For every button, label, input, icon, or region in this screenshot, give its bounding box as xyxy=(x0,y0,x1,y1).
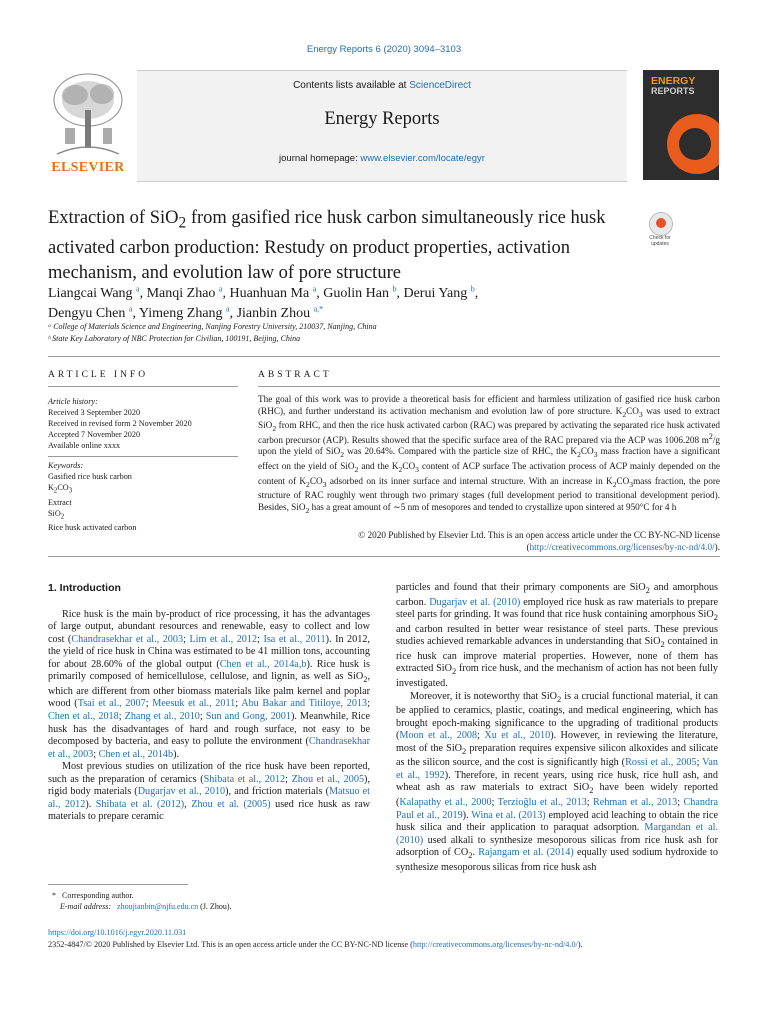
subscript: 2 xyxy=(398,464,403,474)
citation-link[interactable]: Lim et al., 2012 xyxy=(189,633,258,645)
superscript: 2 xyxy=(708,431,713,441)
citation-link[interactable]: http://creativecommons.org/licenses/by-nc-nd/4.0/ xyxy=(412,940,578,949)
citation-link[interactable]: Wina et al. (2013) xyxy=(471,809,546,821)
citation-link[interactable]: Kalapathy et al., 2000 xyxy=(399,796,492,808)
citation-link[interactable]: Rajangam et al. (2014) xyxy=(478,847,574,859)
citation-link[interactable]: Rossi et al., 2005 xyxy=(625,757,697,769)
cover-title-energy: ENERGY xyxy=(651,75,696,87)
journal-homepage xyxy=(137,153,627,164)
contents-prefix: Contents lists available at xyxy=(293,80,410,91)
citation-link[interactable]: a xyxy=(312,284,317,294)
subscript: 2 xyxy=(354,464,359,474)
footnote-corresponding-text: Corresponding author. xyxy=(62,891,134,900)
subscript: 2 xyxy=(577,450,581,460)
history-received: Received 3 September 2020 xyxy=(48,408,141,417)
citation-link[interactable]: Rehman et al., 2013 xyxy=(593,796,678,808)
cover-graphic-inner xyxy=(679,128,711,160)
subscript: 3 xyxy=(629,479,634,489)
keyword: $K_2CO_3$ xyxy=(48,483,73,495)
homepage-prefix: journal homepage: xyxy=(279,153,361,164)
article-title: Extraction of SiO$_2$ from gasified rice husk carbon simultaneously rice husk activated carbon production: Restudy on product properties, activation mechanism, and evolution law of pore structure xyxy=(48,208,606,283)
subscript: 2 xyxy=(306,479,310,489)
paragraph: Most previous studies on utilization of the rice husk have been reported, such as the preparation of ceramics (Shibata et al., 2012; Zhou et al., 2005), rigid body materials (Dugarjav et al., 2010), and friction materials (Matsuo et al., 2012). Shibata et al. (2012), Zhou et al. (2005) used rice husk as raw materials to prepare ceramic xyxy=(48,761,371,823)
citation-link[interactable]: a,* xyxy=(313,304,324,314)
citation-link[interactable]: Terzioğlu et al., 2013 xyxy=(497,796,587,808)
email-suffix: (J. Zhou). xyxy=(200,902,232,911)
footnote-corresponding xyxy=(48,890,370,901)
journal-reference[interactable]: Energy Reports 6 (2020) 3094–3103 xyxy=(306,44,462,55)
check-for-updates-badge[interactable] xyxy=(643,212,677,250)
contents-line xyxy=(137,80,627,91)
subscript: 3 xyxy=(68,487,73,495)
doi-link[interactable]: https://doi.org/10.1016/j.egyr.2020.11.031 xyxy=(48,928,187,937)
subscript: 3 xyxy=(638,409,643,419)
footnote-marker: * xyxy=(52,891,56,900)
citation-link[interactable]: Matsuo et al., 2012 xyxy=(48,786,370,810)
subscript: 2 xyxy=(363,674,368,685)
subscript: 2 xyxy=(645,585,650,596)
citation-link[interactable]: Chandrasekhar et al., 2003 xyxy=(48,736,370,760)
sciencedirect-link[interactable]: ScienceDirect xyxy=(409,80,471,91)
citation-link[interactable]: a xyxy=(136,284,140,294)
subscript: 2 xyxy=(53,487,58,495)
footnote xyxy=(48,890,370,912)
citation-link[interactable]: Xu et al., 2010 xyxy=(484,730,551,742)
subscript: 3 xyxy=(415,464,419,474)
citation-link[interactable]: Chen et al., 2014b xyxy=(98,748,174,760)
subscript: 2 xyxy=(612,479,617,489)
citation-link[interactable]: Shibata et al. (2012) xyxy=(95,798,185,810)
history-label: Article history: xyxy=(48,397,98,406)
citation-link[interactable]: Zhou et al. (2005) xyxy=(191,798,271,810)
citation-link[interactable]: Chen et al., 2018 xyxy=(48,710,119,722)
citation-link[interactable]: Zhang et al., 2010 xyxy=(124,710,200,722)
subscript: 3 xyxy=(322,479,327,489)
abstract-text: The goal of this work was to provide a theoretical basis for efficient and harmless utilization of gasified rice husk carbon (RHC), and further understand its activation mechanism and evolution law of pore structure. $K_2CO_3$ was used to extract SiO$_2$ from RHC, and then the rice husk activated carbon (RAC) was prepared by activating the separated rice husk activated carbon precursor (ACP). Results showed that the specific surface area of the RAC prepared via the ACP was 1006.208 $m^2/g$ upon the yield of SiO$_2$ was 20.64%. Compared with the particle size of RHC, the $K_2CO_3$ mass fraction have a significant effect on the yield of SiO$_2$ and the $K_2CO_3$ content of ACP surface The activation process of ACP mainly depended on the content of $K_2CO_3$ adsorbed on its inner surface and internal structure. With an increase in $K_2CO_3mass$ fraction, the pore structure of RAC roughly went through two primary stages (full development period to transitional development period). Besides, SiO$_2$ has a great amount of ∼5 nm of mesopores and tended to crystallize upon sintered at 950°C for 4 h xyxy=(258,394,720,515)
footnote-divider xyxy=(48,884,188,885)
affiliation-a: ᵃ College of Materials Science and Engineering, Nanjing Forestry University, 210037, Nanjing, China xyxy=(48,322,377,331)
citation-link[interactable]: Van et al., 1992 xyxy=(396,757,718,781)
citation-link[interactable]: Moon et al., 2008 xyxy=(399,730,478,742)
citation-link[interactable]: Zhou et al., 2005 xyxy=(291,773,365,785)
citation-link[interactable]: http://creativecommons.org/licenses/by-nc-nd/4.0/ xyxy=(529,541,715,552)
paragraph: particles and found that their primary components are SiO$_2$ and amorphous carbon. Dugarjav et al. (2010) employed rice husk as raw materials to prepare steel parts for grinding. It was found that rice husk containing amorphous SiO$_2$ and carbon resulted in better wear resistance of steel parts. These previous studies achieved remarkable advances in understanding that SiO$_2$ contained in rice husk can improve material properties. However, none of them has extracted SiO$_2$ from rice husk, and the mechanism of action has not been fully investigated. xyxy=(396,582,719,689)
keywords-label: Keywords: xyxy=(48,461,84,470)
subscript: 3 xyxy=(593,450,598,460)
citation-link[interactable]: Dugarjav et al. (2010) xyxy=(429,596,521,608)
citation-link[interactable]: Shibata et al., 2012 xyxy=(203,773,286,785)
elsevier-tree-icon xyxy=(45,70,131,160)
history-online: Available online xxxx xyxy=(48,441,121,450)
history-accepted: Accepted 7 November 2020 xyxy=(48,430,141,439)
check-updates-label: Check for updates xyxy=(649,235,671,247)
check-updates-icon-center xyxy=(656,218,666,228)
subscript: 2 xyxy=(305,505,310,515)
author-list: Liangcai Wang $^a$, Manqi Zhao $^a$, Huanhuan Ma $^a$, Guolin Han $^b$, Derui Yang $^b$, Dengyu Chen $^a$, Yimeng Zhang $^a$, Jianbin Zhou $^{a,*}$ xyxy=(48,284,479,321)
citation-link[interactable]: Abu Bakar and Titiloye, 2013 xyxy=(241,698,368,710)
keyword: Extract xyxy=(48,497,72,507)
citation-link[interactable]: Meesuk et al., 2011 xyxy=(152,698,236,710)
citation-link[interactable]: b xyxy=(392,284,397,294)
cover-title-reports: REPORTS xyxy=(651,86,695,96)
citation-link[interactable]: b xyxy=(470,284,475,294)
email-label: E-mail address: xyxy=(60,902,112,911)
subscript: 2 xyxy=(557,693,562,704)
citation-link[interactable]: Dugarjav et al., 2010 xyxy=(137,786,226,798)
citation-link[interactable]: Chandrasekhar et al., 2003 xyxy=(71,633,184,645)
homepage-link[interactable]: www.elsevier.com/locate/egyr xyxy=(360,153,485,164)
article-info-heading: ARTICLE INFO xyxy=(48,370,149,380)
divider xyxy=(48,356,720,357)
citation-link[interactable]: Isa et al., 2011 xyxy=(263,633,326,645)
citation-link[interactable]: Tsai et al., 2007 xyxy=(77,698,146,710)
body-column-right xyxy=(396,582,718,874)
citation-link[interactable]: Margandan et al. (2010) xyxy=(396,822,718,846)
journal-header xyxy=(137,70,627,182)
elsevier-wordmark: ELSEVIER xyxy=(51,160,125,175)
keyword: SiO$_2$ xyxy=(48,508,65,521)
citation-link[interactable]: Sun and Gong, 2001 xyxy=(205,710,291,722)
citation-link[interactable]: a xyxy=(226,304,230,314)
subscript: 2 xyxy=(451,666,457,677)
citation-link[interactable]: a xyxy=(128,304,133,314)
subscript: 2 xyxy=(60,513,65,521)
subscript: 2 xyxy=(622,409,627,419)
keyword: Rice husk activated carbon xyxy=(48,523,137,533)
keyword: Gasified rice husk carbon xyxy=(48,472,132,481)
citation-link[interactable]: Chandra Paul et al., 2019 xyxy=(396,796,718,821)
subscript: 2 xyxy=(340,450,345,460)
divider xyxy=(258,386,720,387)
subscript: 2 xyxy=(713,612,718,623)
paragraph: Rice husk is the main by-product of rice processing, it has the advantages of large output, abundant resources and renewable, easy to collect and low cost (Chandrasekhar et al., 2003; Lim et al., 2012; Isa et al., 2011). In 2012, the yield of rice husk in China was estimated to be 41 million tons, accounting for about 28.60% of the global output (Chen et al., 2014a,b). Rice husk is primarily composed of hemicellulose, cellulose, and lignin, as well as SiO$_2$, which are different from other biomass materials like palm kernel and poplar wood (Tsai et al., 2007; Meesuk et al., 2011; Abu Bakar and Titiloye, 2013; Chen et al., 2018; Zhang et al., 2010; Sun and Gong, 2001). Meanwhile, Rice husk has the disadvantages of hard and rough surface, not easy to be decomposed by bacteria, and easy to pollute the environment (Chandrasekhar et al., 2003; Chen et al., 2014b). xyxy=(48,608,370,760)
citation-link[interactable]: a xyxy=(218,284,223,294)
email-link[interactable]: zhoujianbin@njfu.edu.cn xyxy=(117,902,199,911)
divider xyxy=(48,386,238,387)
subscript: 2 xyxy=(178,214,187,232)
journal-title: Energy Reports xyxy=(324,109,440,129)
history-revised: Received in revised form 2 November 2020 xyxy=(48,419,192,428)
affiliation-b: ᵇ State Key Laboratory of NBC Protection for Civilian, 100191, Beijing, China xyxy=(48,334,301,343)
subscript: 2 xyxy=(660,639,665,650)
citation-link[interactable]: Chen et al., 2014a,b xyxy=(219,658,307,670)
article-info xyxy=(48,396,238,533)
subscript: 2 xyxy=(589,785,594,796)
abstract-heading: ABSTRACT xyxy=(258,370,332,380)
section-heading-introduction: 1. Introduction xyxy=(48,582,121,594)
abstract-copyright[interactable]: © 2020 Published by Elsevier Ltd. This is an open access article under the CC BY-NC-ND license (http://creativecommons.org/licenses/by-nc-nd/4.0/). xyxy=(358,530,720,552)
issn-license-line[interactable]: 2352-4847/© 2020 Published by Elsevier Ltd. This is an open access article under the CC BY-NC-ND license (http://creativecommons.org/licenses/by-nc-nd/4.0/). xyxy=(48,940,583,949)
elsevier-logo[interactable] xyxy=(45,70,131,182)
paragraph: Moreover, it is noteworthy that SiO$_2$ is a crucial functional material, it can be applied to ceramics, plastic, coatings, and medical engineering, which has brought epoch-making significance to the upgrading of traditional products (Moon et al., 2008; Xu et al., 2010). However, in reviewing the literature, most of the SiO$_2$ preparation requires expensive silicon alkoxides and silicate as the silicon source, and the cost is significantly high (Rossi et al., 2005; Van et al., 1992). Therefore, in recent years, using rice husk, rice hull ash, and wheat ash as raw materials to extract SiO$_2$ have been widely reported (Kalapathy et al., 2000; Terzioğlu et al., 2013; Rehman et al., 2013; Chandra Paul et al., 2019). Wina et al. (2013) employed acid leaching to obtain the rice husk silica and their application to paraquat adsorption. Margandan et al. (2010) used alkali to synthesize mesoporous silicas from rice husk ash for adsorption of $CO_2$. Rajangam et al. (2014) equally used sodium hydroxide to synthesize mesoporous silicas from rice husk ash xyxy=(396,690,719,873)
divider xyxy=(48,556,720,557)
cover-title xyxy=(651,76,695,96)
check-updates-icon xyxy=(649,212,673,236)
subscript: 2 xyxy=(272,424,277,434)
body-column-left xyxy=(48,582,370,824)
subscript: 2 xyxy=(462,745,467,756)
divider xyxy=(48,456,238,457)
footnote-email xyxy=(48,901,370,912)
journal-cover[interactable] xyxy=(643,70,719,180)
subscript: 2 xyxy=(468,850,473,861)
